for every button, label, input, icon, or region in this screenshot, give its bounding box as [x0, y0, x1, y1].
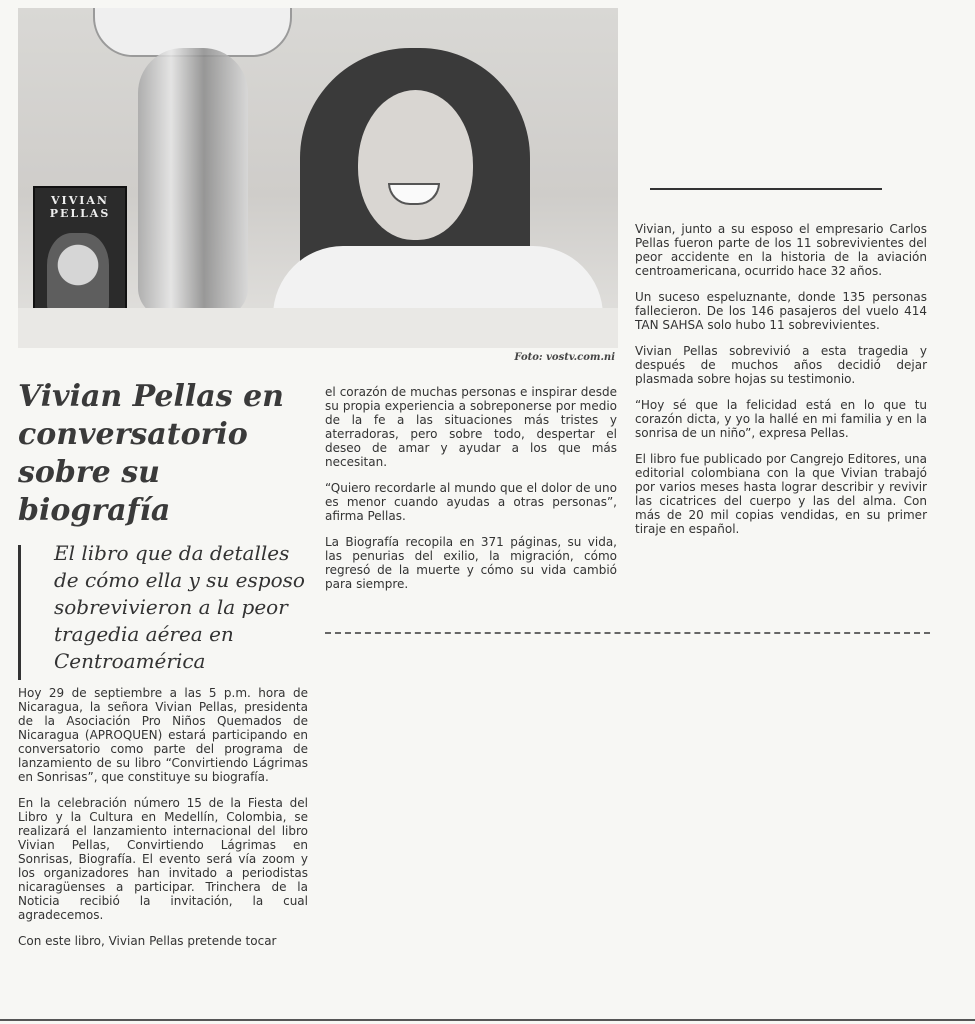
book-cover-title: VIVIAN PELLAS [49, 194, 111, 220]
article-photo [18, 8, 618, 348]
sofa [18, 308, 618, 348]
book-cover [33, 186, 127, 322]
article-column-2 [325, 385, 617, 603]
paragraph: el corazón de muchas personas e inspirar desde su propia experiencia a sobreponerse por medio de la fe a las situaciones más tristes y aterradoras, pero sobre todo, despertar el deseo de amar y ayudar a los que más necesitan. [325, 385, 617, 469]
paragraph: El libro fue publicado por Cangrejo Editores, una editorial colombiana con la que Vivian trabajó por varios meses hasta lograr describir y revivir las cicatrices del cuerpo y las del alma. Con más de 20 mil copias vendidas, en su primer tiraje en español. [635, 452, 927, 536]
dashed-divider [325, 632, 930, 634]
paragraph: Vivian, junto a su esposo el empresario Carlos Pellas fueron parte de los 11 sobrevivientes del peor accidente en la historia de la aviación centroamericana, ocurrido hace 32 años. [635, 222, 927, 278]
paragraph: La Biografía recopila en 371 páginas, su vida, las penurias del exilio, la migración, cómo regresó de la muerte y cómo su vida cambió para siempre. [325, 535, 617, 591]
paragraph: Un suceso espeluznante, donde 135 personas fallecieron. De los 146 pasajeros del vuelo 414 TAN SAHSA solo hubo 11 sobrevivientes. [635, 290, 927, 332]
deck-bar [18, 545, 21, 680]
deck: El libro que da detalles de cómo ella y su esposo sobrevivieron a la peor tragedia aérea en Centroamérica [54, 541, 305, 673]
article-column-1 [18, 686, 308, 960]
article-column-3 [635, 222, 927, 548]
portrait-face [358, 90, 473, 240]
paragraph: “Hoy sé que la felicidad está en lo que tu corazón dicta, y yo la hallé en mi familia y en la sonrisa de un niño”, expresa Pellas. [635, 398, 927, 440]
paragraph: Hoy 29 de septiembre a las 5 p.m. hora de Nicaragua, la señora Vivian Pellas, presidenta de la Asociación Pro Niños Quemados de Nicaragua (APROQUEN) estará participando en conversatorio como parte del programa de lanzamiento de su libro “Convirtiendo Lágrimas en Sonrisas”, que constituye su biografía. [18, 686, 308, 784]
page-bottom-rule [0, 1019, 975, 1021]
paragraph: Con este libro, Vivian Pellas pretende tocar [18, 934, 277, 948]
column-top-rule [650, 188, 882, 190]
photo-credit: Foto: vostv.com.ni [514, 352, 615, 363]
paragraph: Vivian Pellas sobrevivió a esta tragedia y después de muchos años decidió dejar plasmada sobre hojas su testimonio. [635, 344, 927, 386]
lamp [138, 48, 248, 318]
headline: Vivian Pellas en conversatorio sobre su biografía [18, 379, 284, 528]
book-cover-portrait [47, 233, 109, 313]
paragraph: “Quiero recordarle al mundo que el dolor de uno es menor cuando ayudas a otras personas”, afirma Pellas. [325, 481, 617, 523]
paragraph: En la celebración número 15 de la Fiesta del Libro y la Cultura en Medellín, Colombia, se realizará el lanzamiento internacional del libro Vivian Pellas, Convirtiendo Lágrimas en Sonrisas, Biografía. El evento será vía zoom y los organizadores han invitado a periodistas nicaragüenses a participar. Trinchera de la Noticia recibió la invitación, la cual agradecemos. [18, 796, 308, 922]
